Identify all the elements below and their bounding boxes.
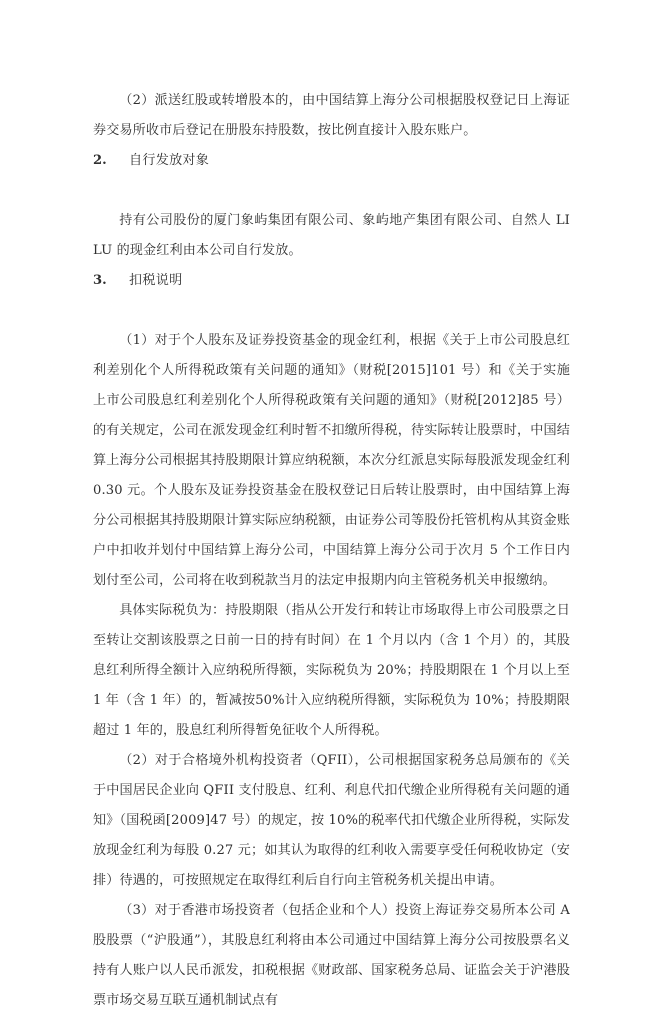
heading-self-distribution-number: 2. bbox=[93, 153, 107, 168]
heading-tax-withholding bbox=[93, 266, 570, 296]
heading-tax-withholding-number: 3. bbox=[93, 273, 107, 288]
paragraph-qfii-tax: （2）对于合格境外机构投资者（QFII），公司根据国家税务总局颁布的《关于中国居民企业向 QFII 支付股息、红利、利息代扣代缴企业所得税有关问题的通知》（国税函[2009]47 号）的规定，按 10%的税率代扣代缴企业所得税，实际发放现金红利为每股 0.27 元；如其认为取得的红利收入需要享受任何税收协定（安排）待遇的，可按照规定在取得红利后自行向主管税务机关提出申请。 bbox=[93, 753, 570, 888]
heading-self-distribution-label: 自行发放对象 bbox=[129, 153, 210, 168]
paragraph-bonus-share-distribution: （2）派送红股或转增股本的，由中国结算上海分公司根据股权登记日上海证券交易所收市后登记在册股东持股数，按比例直接计入股东账户。 bbox=[93, 93, 570, 138]
heading-tax-withholding-label: 扣税说明 bbox=[129, 273, 183, 288]
paragraph-self-distribution-body: 持有公司股份的厦门象屿集团有限公司、象屿地产集团有限公司、自然人 LI LU 的现金红利由本公司自行发放。 bbox=[93, 213, 570, 258]
heading-self-distribution bbox=[93, 146, 570, 176]
paragraph-individual-shareholders-tax: （1）对于个人股东及证券投资基金的现金红利，根据《关于上市公司股息红利差别化个人所得税政策有关问题的通知》（财税[2015]101 号）和《关于实施上市公司股息红利差别化个人所得税政策有关问题的通知》（财税[2012]85 号）的有关规定，公司在派发现金红利时暂不扣缴所得税，待实际转让股票时，中国结算上海分公司根据其持股期限计算应纳税额，本次分红派息实际每股派发现金红利 0.30 元。个人股东及证券投资基金在股权登记日后转让股票时，由中国结算上海分公司根据其持股期限计算实际应纳税额，由证券公司等股份托管机构从其资金账户中扣收并划付中国结算上海分公司，中国结算上海分公司于次月 5 个工作日内划付至公司，公司将在收到税款当月的法定申报期内向主管税务机关申报缴纳。 bbox=[93, 333, 570, 588]
document-body bbox=[93, 86, 570, 1016]
paragraph-effective-tax-burden: 具体实际税负为：持股期限（指从公开发行和转让市场取得上市公司股票之日至转让交割该股票之日前一日的持有时间）在 1 个月以内（含 1 个月）的，其股息红利所得全额计入应纳税所得额，实际税负为 20%；持股期限在 1 个月以上至 1 年（含 1 年）的，暂减按50%计入应纳税所得额，实际税负为 10%；持股期限超过 1 年的，股息红利所得暂免征收个人所得税。 bbox=[93, 603, 570, 738]
paragraph-hk-investors-tax: （3）对于香港市场投资者（包括企业和个人）投资上海证券交易所本公司 A 股股票（“沪股通”），其股息红利将由本公司通过中国结算上海分公司按股票名义持有人账户以人民币派发，扣税根据《财政部、国家税务总局、证监会关于沪港股票市场交易互联互通机制试点有 bbox=[93, 903, 570, 1008]
